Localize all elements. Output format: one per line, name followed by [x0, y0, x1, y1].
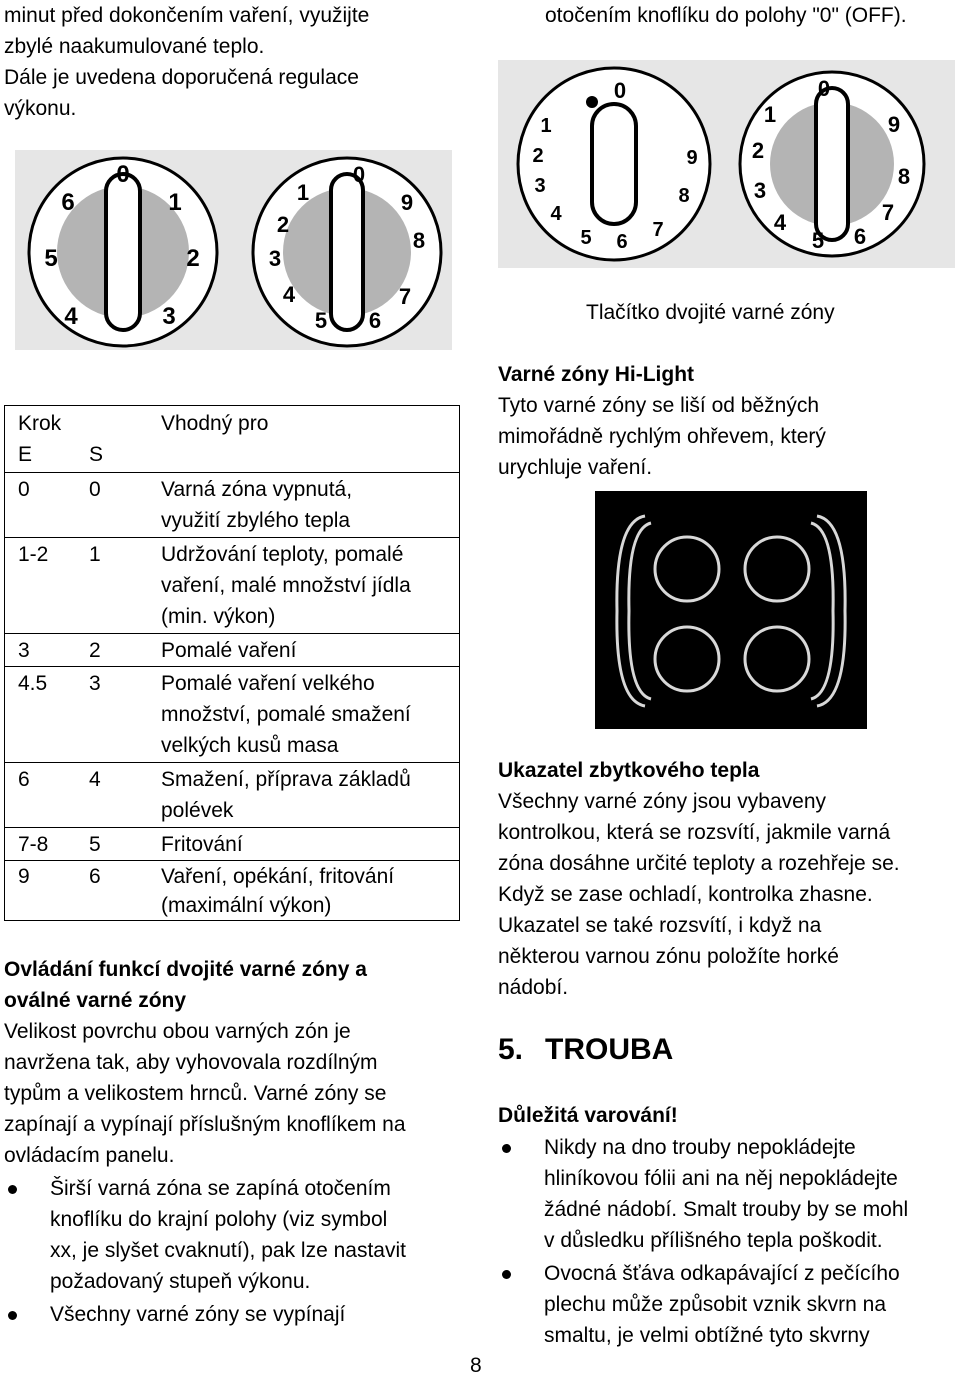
bullet-icon: [502, 1270, 511, 1279]
body-line: navržena tak, aby vyhovovala rozdílným: [4, 1051, 378, 1074]
bullet-line: Ovocná šťáva odkapávající z pečícího: [544, 1262, 900, 1285]
table-cell-text: Udržování teploty, pomalé: [161, 543, 404, 566]
body-line: Velikost povrchu obou varných zón je: [4, 1020, 351, 1043]
dial-number: 7: [881, 200, 895, 225]
table-cell-text: Smažení, příprava základů: [161, 768, 411, 791]
dial-number: 5: [580, 227, 592, 249]
dial-number: 0: [817, 76, 831, 101]
table-cell-s: 6: [89, 865, 101, 888]
dial-number: 4: [282, 282, 296, 307]
dial-d: [740, 72, 924, 256]
dial-number: 7: [398, 284, 412, 309]
table-cell-e: 9: [18, 865, 30, 888]
dial-number: 1: [763, 102, 777, 127]
dial-number: 5: [314, 308, 328, 333]
table-header-vhodny: Vhodný pro: [161, 412, 269, 435]
dial-a: [29, 158, 217, 346]
bullet-line: hliníkovou fólii ani na něj nepokládejte: [544, 1167, 898, 1190]
dial-number: 8: [412, 228, 426, 253]
dial-number: 6: [368, 308, 382, 333]
dial-number: 2: [532, 145, 544, 167]
dial-number: 1: [296, 180, 310, 205]
dial-number: 0: [613, 78, 627, 103]
knob-handle: [816, 88, 848, 240]
dial-number: 6: [61, 189, 75, 216]
oven-section-title: TROUBA: [545, 1033, 674, 1066]
dot-icon: [586, 96, 598, 108]
dial-number: 3: [268, 246, 282, 271]
dial-number: 6: [853, 224, 867, 249]
table-cell-text: Fritování: [161, 833, 243, 856]
body-line: zóna dosáhne určité teploty a rozehřeje se.: [498, 852, 900, 875]
body-line: kontrolkou, která se rozsvítí, jakmile varná: [498, 821, 891, 844]
table-cell-e: 6: [18, 768, 30, 791]
table-cell-s: 2: [89, 639, 101, 662]
dial-number: 0: [116, 161, 130, 188]
dial-number: 4: [64, 303, 78, 330]
knob-handle: [106, 174, 140, 330]
dial-number: 8: [678, 185, 690, 207]
intro-line: Dále je uvedena doporučená regulace: [4, 66, 359, 89]
table-cell-e: 4.5: [18, 672, 48, 695]
power-table: [4, 405, 460, 921]
table-cell-text: Pomalé vaření: [161, 639, 297, 662]
table-cell-text: velkých kusů masa: [161, 734, 339, 757]
dial-number: 0: [352, 162, 366, 187]
body-line: ovládacím panelu.: [4, 1144, 175, 1167]
dial-number: 2: [276, 212, 290, 237]
dial-illustration-right: [498, 60, 955, 268]
body-line: Ukazatel se také rozsvítí, i když na: [498, 914, 822, 937]
dial-illustration-left: [15, 150, 452, 350]
table-divider: [5, 762, 459, 763]
dial-number: 5: [811, 228, 825, 253]
body-line: Když se zase ochladí, kontrolka zhasne.: [498, 883, 873, 906]
intro-line: výkonu.: [4, 97, 77, 120]
knob-handle: [592, 104, 636, 224]
body-line: mimořádně rychlým ohřevem, který: [498, 425, 826, 448]
table-divider: [5, 666, 459, 667]
knob-handle: [331, 174, 363, 330]
dial-number: 3: [534, 175, 546, 197]
dial-b: [253, 158, 441, 346]
bullet-line: xx, je slyšet cvaknutí), pak lze nastavit: [50, 1239, 406, 1262]
top-right-line: otočením knoflíku do polohy "0" (OFF).: [545, 4, 907, 27]
table-cell-s: 5: [89, 833, 101, 856]
table-cell-text: množství, pomalé smažení: [161, 703, 411, 726]
table-divider: [5, 633, 459, 634]
dial-number: 4: [550, 203, 562, 225]
bullet-icon: [8, 1185, 17, 1194]
page-number: 8: [470, 1354, 482, 1377]
dial-number: 8: [897, 164, 911, 189]
dial-number: 1: [540, 115, 552, 137]
section-heading: oválné varné zóny: [4, 989, 187, 1012]
table-cell-e: 0: [18, 478, 30, 501]
table-cell-text: (min. výkon): [161, 605, 276, 628]
dial-number: 9: [400, 190, 414, 215]
body-line: urychluje vaření.: [498, 456, 653, 479]
table-cell-e: 1-2: [18, 543, 49, 566]
section-heading: Ovládání funkcí dvojité varné zóny a: [4, 958, 367, 981]
bullet-icon: [8, 1311, 17, 1320]
table-cell-s: 1: [89, 543, 101, 566]
bullet-line: Všechny varné zóny se vypínají: [50, 1303, 346, 1326]
warnings-heading: Důležitá varování!: [498, 1104, 678, 1127]
table-cell-e: 3: [18, 639, 30, 662]
table-cell-s: 4: [89, 768, 101, 791]
double-zone-caption: Tlačítko dvojité varné zóny: [586, 301, 835, 324]
bullet-icon: [502, 1144, 511, 1153]
table-header-e: E: [18, 443, 33, 466]
bullet-line: Širší varná zóna se zapíná otočením: [50, 1177, 391, 1200]
table-cell-text: Vaření, opékání, fritování: [161, 865, 395, 888]
bullet-line: Nikdy na dno trouby nepokládejte: [544, 1136, 856, 1159]
table-header-s: S: [89, 443, 104, 466]
intro-line: zbylé naakumulované teplo.: [4, 35, 265, 58]
table-cell-text: polévek: [161, 799, 234, 822]
table-cell-s: 3: [89, 672, 101, 695]
table-cell-text: vaření, malé množství jídla: [161, 574, 411, 597]
bullet-line: žádné nádobí. Smalt trouby by se mohl: [544, 1198, 909, 1221]
dial-number: 4: [773, 210, 787, 235]
bullet-line: plechu může způsobit vznik skvrn na: [544, 1293, 886, 1316]
body-line: Tyto varné zóny se liší od běžných: [498, 394, 819, 417]
oven-section-number: 5.: [498, 1033, 524, 1066]
body-line: Všechny varné zóny jsou vybaveny: [498, 790, 827, 813]
table-cell-text: Pomalé vaření velkého: [161, 672, 375, 695]
dial-number: 9: [686, 147, 698, 169]
table-cell-e: 7-8: [18, 833, 49, 856]
table-divider: [5, 537, 459, 538]
dial-number: 5: [44, 245, 58, 272]
bullet-line: smaltu, je velmi obtížné tyto skvrny: [544, 1324, 870, 1347]
bullet-line: v důsledku přílišného tepla poškodit.: [544, 1229, 883, 1252]
section-heading: Varné zóny Hi-Light: [498, 363, 695, 386]
body-line: zapínají a vypínají příslušným knoflíkem na: [4, 1113, 406, 1136]
dial-number: 1: [168, 189, 182, 216]
body-line: nádobí.: [498, 976, 569, 999]
dial-number: 7: [652, 219, 664, 241]
bullet-line: požadovaný stupeň výkonu.: [50, 1270, 311, 1293]
table-divider: [5, 472, 459, 473]
intro-line: minut před dokončením vaření, využijte: [4, 4, 370, 27]
table-cell-text: (maximální výkon): [161, 894, 332, 917]
table-cell-text: Varná zóna vypnutá,: [161, 478, 353, 501]
body-line: typům a velikostem hrnců. Varné zóny se: [4, 1082, 387, 1105]
dial-c: [518, 68, 710, 260]
dial-number: 3: [753, 178, 767, 203]
dial-number: 6: [616, 231, 628, 253]
body-line: některou varnou zónu položíte horké: [498, 945, 839, 968]
dial-number: 3: [162, 303, 176, 330]
table-divider: [5, 827, 459, 828]
cooktop-image: [595, 491, 867, 729]
dial-number: 2: [751, 138, 765, 163]
bullet-line: knoflíku do krajní polohy (viz symbol: [50, 1208, 388, 1231]
section-heading: Ukazatel zbytkového tepla: [498, 759, 760, 782]
dial-number: 2: [186, 245, 200, 272]
table-header-krok: Krok: [18, 412, 62, 435]
table-cell-text: využití zbylého tepla: [161, 509, 351, 532]
table-cell-s: 0: [89, 478, 101, 501]
dial-number: 9: [887, 112, 901, 137]
